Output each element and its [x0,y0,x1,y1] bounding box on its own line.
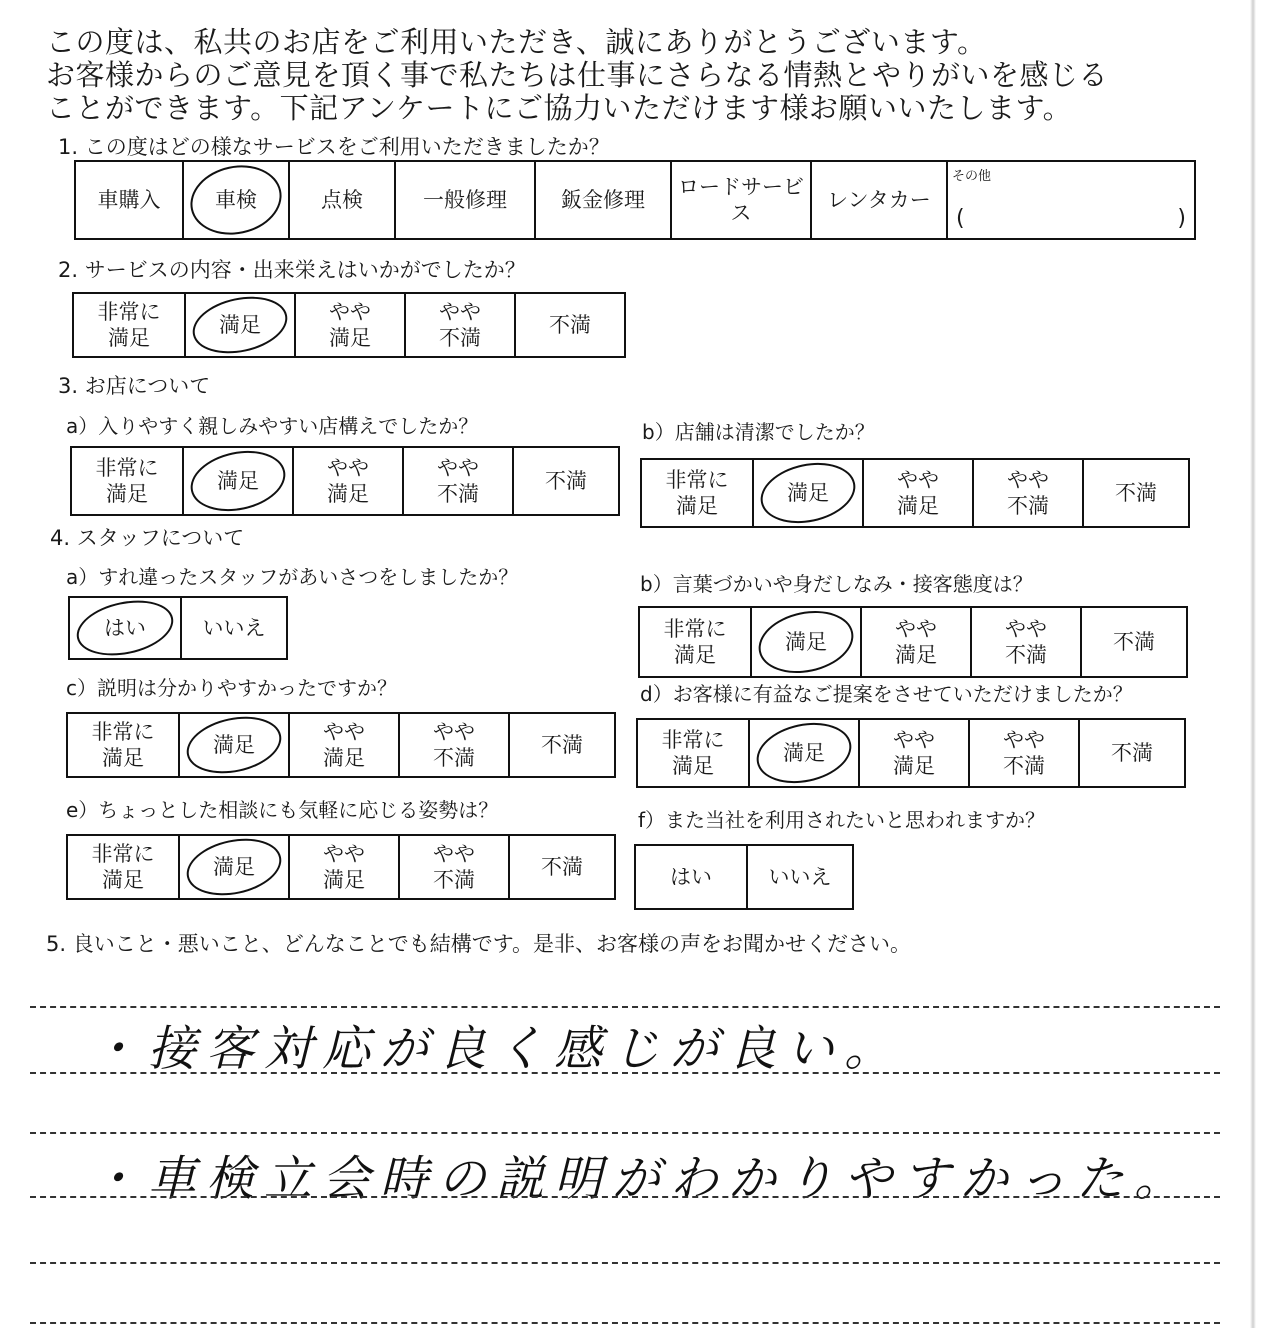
answer-line [30,1006,1220,1008]
q4a-options [68,596,288,660]
q4f-label: f）また当社を利用されたいと思われますか？ [638,808,1046,832]
q4f-option[interactable]: いいえ [746,846,852,908]
q2-option[interactable]: 非常に 満足 [97,300,161,350]
intro-line-2: お客様からのご意見を頂く事で私たちは仕事にさらなる情熱とやりがいを感じる [46,58,1109,92]
q4e-option[interactable]: 非常に 満足 [91,842,155,892]
q3b-label: b）店舗は清潔でしたか？ [642,420,875,444]
q3b-option[interactable]: やや 不満 [972,460,1082,526]
q4d-option-selected[interactable]: 満足 [748,720,858,786]
paren-open: ( [956,206,965,231]
q1-option[interactable]: 一般修理 [394,162,534,238]
q4e-option-selected[interactable]: 満足 [178,836,288,898]
q4b-option[interactable]: 非常に 満足 [663,617,727,667]
answer-line [30,1262,1220,1264]
q2-option[interactable]: 不満 [514,294,624,356]
intro-text [46,26,1246,125]
q2-options [72,292,626,358]
q4c-option[interactable]: やや 不満 [398,714,508,776]
q1-option-other[interactable] [946,162,1194,238]
q1-options [74,160,1196,240]
q4b-options [638,606,1188,678]
q3b-option[interactable]: 非常に 満足 [665,468,729,518]
q4c-option[interactable]: 非常に 満足 [91,720,155,770]
q1-option[interactable]: 鈑金修理 [534,162,670,238]
q3a-option[interactable]: やや 不満 [402,448,512,514]
scan-edge [1250,0,1256,1328]
q3a-option[interactable]: 非常に 満足 [95,456,159,506]
q2-option[interactable]: やや 不満 [404,294,514,356]
q4a-option[interactable]: いいえ [180,598,286,658]
q4d-option[interactable]: 不満 [1078,720,1184,786]
q4c-option-selected[interactable]: 満足 [178,714,288,776]
q2-label: 2. サービスの内容・出来栄えはいかがでしたか？ [58,258,526,282]
q3a-label: a）入りやすく親しみやすい店構えでしたか？ [66,414,479,438]
q5-label: 5. 良いこと・悪いこと、どんなことでも結構です。是非、お客様の声をお聞かせください。 [46,932,912,956]
q3b-option[interactable]: やや 満足 [862,460,972,526]
handwritten-answer-2: ・車検立会時の説明がわかりやすかった。 [90,1151,1193,1207]
intro-line-1: この度は、私共のお店をご利用いただき、誠にありがとうございます。 [46,25,987,59]
answer-line [30,1196,1220,1198]
q4c-option[interactable]: 不満 [508,714,614,776]
q4e-option[interactable]: やや 不満 [398,836,508,898]
q3a-options [70,446,620,516]
q2-option[interactable]: やや 満足 [294,294,404,356]
q1-other-label: その他 [952,169,992,184]
q4a-label: a）すれ違ったスタッフがあいさつをしましたか？ [66,565,519,589]
q4d-options [636,718,1186,788]
q1-option[interactable]: 車購入 [97,188,161,212]
answer-line [30,1072,1220,1074]
q2-option-selected[interactable]: 満足 [184,294,294,356]
q3b-option-selected[interactable]: 満足 [752,460,862,526]
q1-option[interactable]: 点検 [288,162,394,238]
paren-close: ) [1177,206,1186,231]
q4c-options [66,712,616,778]
q4e-option[interactable]: やや 満足 [288,836,398,898]
q4f-option[interactable]: はい [670,865,712,889]
q1-option[interactable]: ロードサービス [670,162,810,238]
intro-line-3: ことができます。下記アンケートにご協力いただけます様お願いいたします。 [46,91,1073,125]
q4d-option[interactable]: やや 不満 [968,720,1078,786]
q4c-option[interactable]: やや 満足 [288,714,398,776]
q3a-option[interactable]: やや 満足 [292,448,402,514]
q1-option[interactable]: レンタカー [810,162,946,238]
q4b-option[interactable]: やや 不満 [970,608,1080,676]
q4b-label: b）言葉づかいや身だしなみ・接客態度は？ [640,572,1033,596]
q4b-option[interactable]: 不満 [1080,608,1186,676]
q4-label: 4. スタッフについて [50,526,245,550]
q3a-option[interactable]: 不満 [512,448,618,514]
q4d-option[interactable]: やや 満足 [858,720,968,786]
handwritten-answer-1: ・接客対応が良く感じが良い。 [90,1021,903,1077]
answer-line [30,1322,1220,1324]
q3-label: 3. お店について [58,374,211,398]
q4e-label: e）ちょっとした相談にも気軽に応じる姿勢は？ [66,798,499,822]
q1-option-selected[interactable]: 車検 [182,162,288,238]
q4a-option-selected[interactable]: はい [70,598,180,658]
q4c-label: c）説明は分かりやすかったですか？ [66,676,397,700]
q3a-option-selected[interactable]: 満足 [182,448,292,514]
q4f-options [634,844,854,910]
q4e-option[interactable]: 不満 [508,836,614,898]
q4b-option[interactable]: やや 満足 [860,608,970,676]
q1-label: 1. この度はどの様なサービスをご利用いただきましたか？ [58,135,610,159]
answer-line [30,1132,1220,1134]
q4e-options [66,834,616,900]
q4b-option-selected[interactable]: 満足 [750,608,860,676]
q4d-option[interactable]: 非常に 満足 [661,728,725,778]
q3b-option[interactable]: 不満 [1082,460,1188,526]
q3b-options [640,458,1190,528]
q4d-label: d）お客様に有益なご提案をさせていただけましたか？ [640,682,1133,706]
